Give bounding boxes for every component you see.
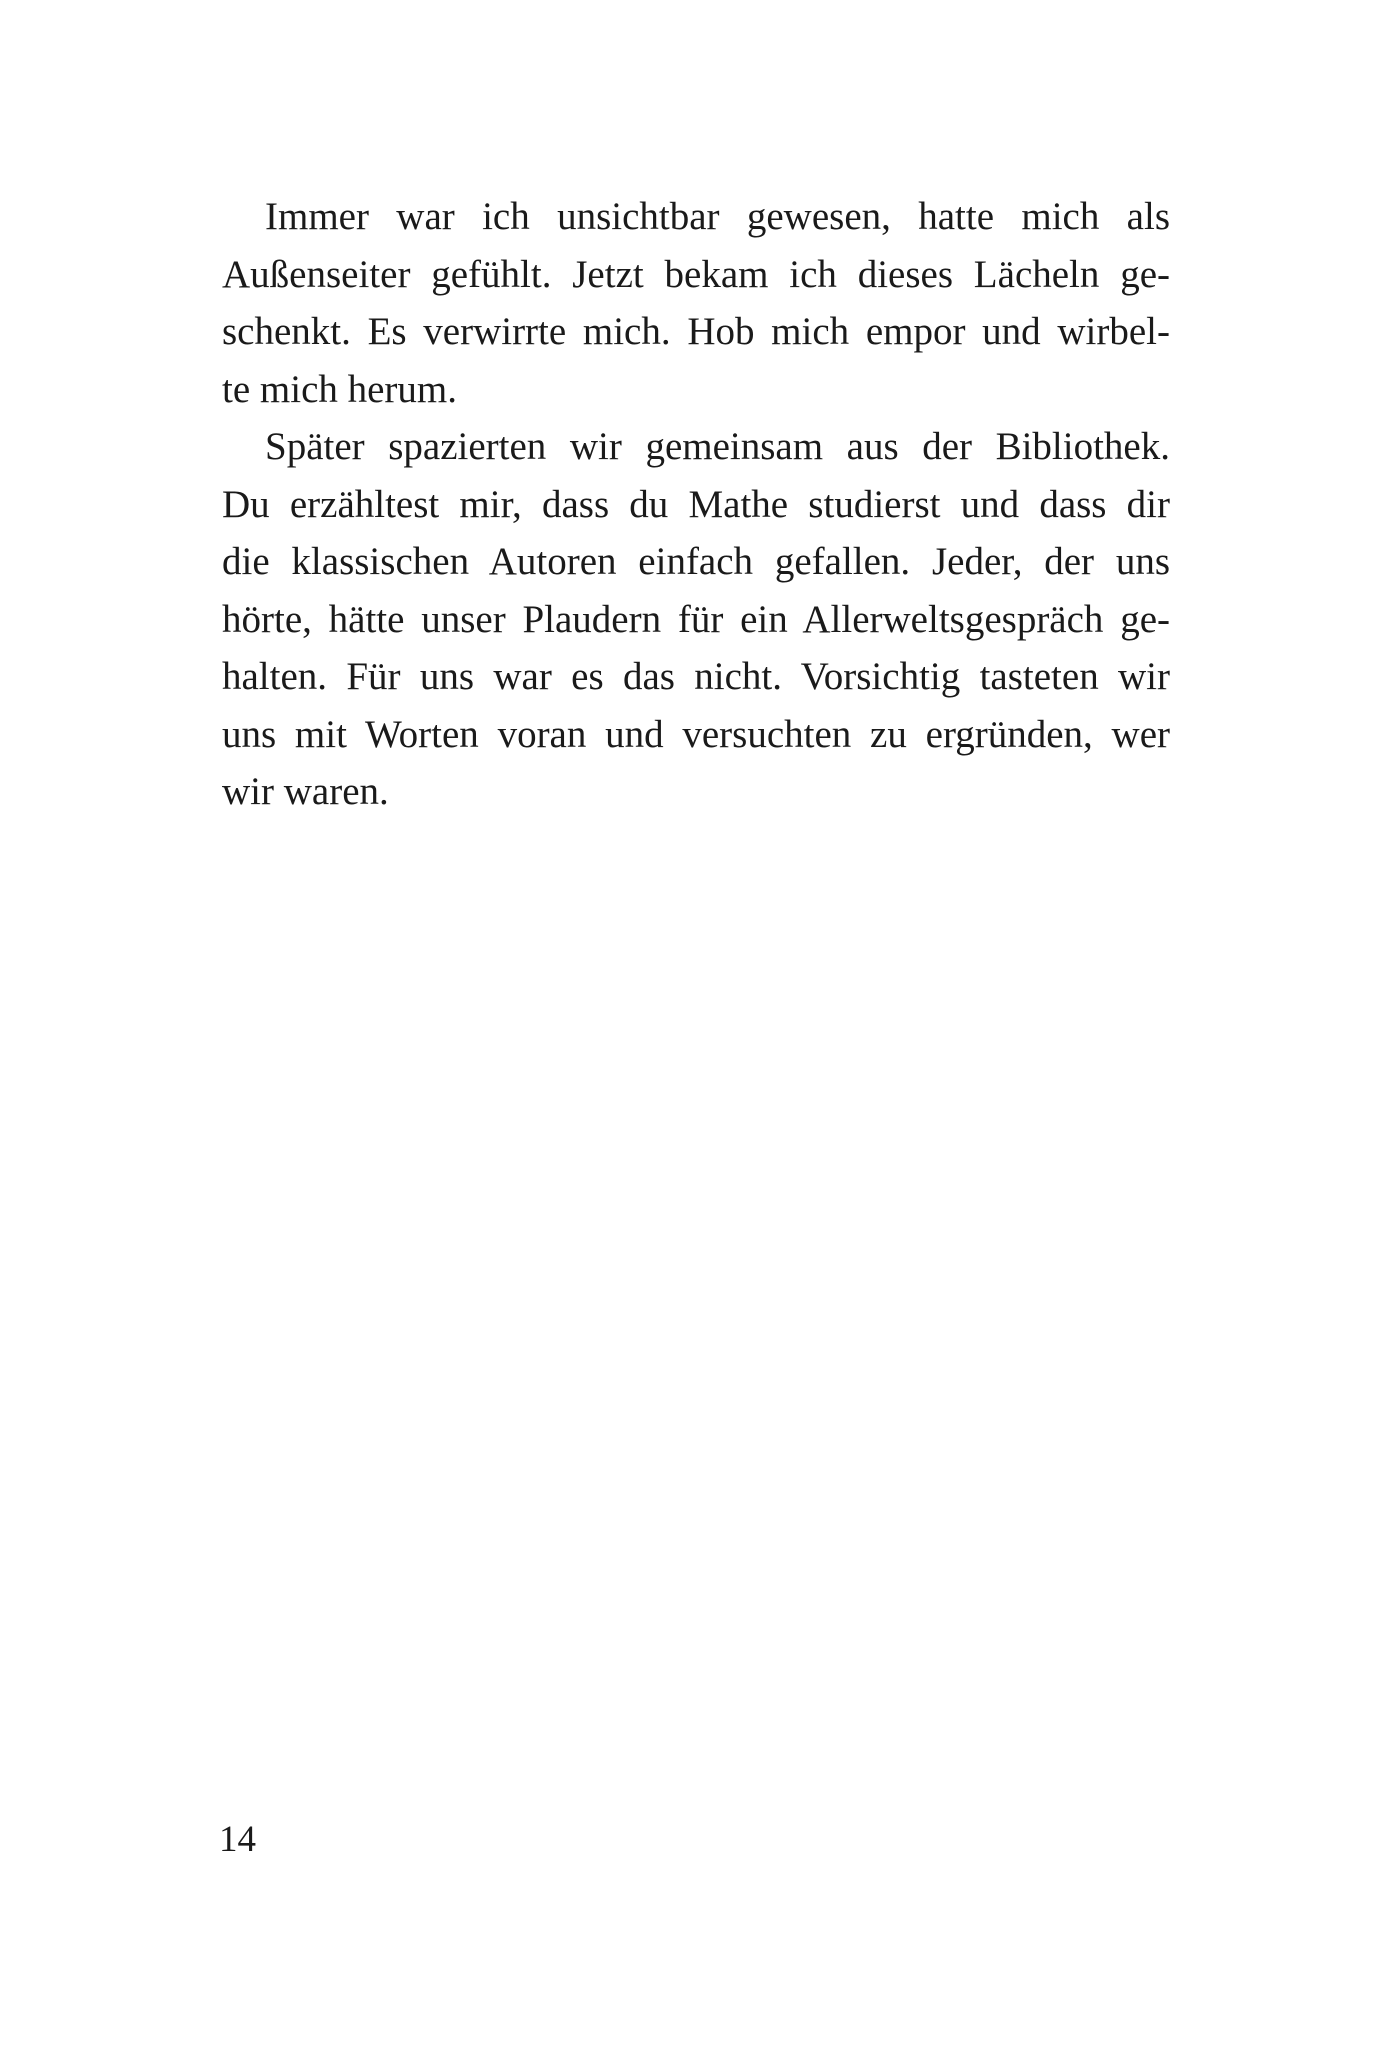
text-line: halten. Für uns war es das nicht. Vorsichtig tasteten wir [222, 655, 1170, 698]
text-line: Du erzähltest mir, dass du Mathe studierst und dass dir [222, 482, 1170, 526]
paragraph-2 [222, 418, 1170, 821]
text-line: uns mit Worten voran und versuchten zu ergründen, wer [222, 712, 1170, 756]
body-text [222, 188, 1170, 821]
text-line: te mich herum. [222, 367, 458, 411]
text-line: Immer war ich unsichtbar gewesen, hatte mich als [265, 195, 1170, 238]
page-number: 14 [219, 1819, 256, 1860]
text-line: Später spazierten wir gemeinsam aus der Bibliothek. [265, 425, 1170, 468]
text-line: hörte, hätte unser Plaudern für ein Allerweltsgespräch ge- [222, 597, 1170, 641]
text-line: Außenseiter gefühlt. Jetzt bekam ich dieses Lächeln ge- [222, 252, 1170, 296]
text-line: schenkt. Es verwirrte mich. Hob mich empor und wirbel- [222, 310, 1170, 353]
paragraph-1 [222, 188, 1170, 418]
text-line: die klassischen Autoren einfach gefallen. Jeder, der uns [222, 540, 1170, 583]
text-line: wir waren. [222, 770, 389, 813]
